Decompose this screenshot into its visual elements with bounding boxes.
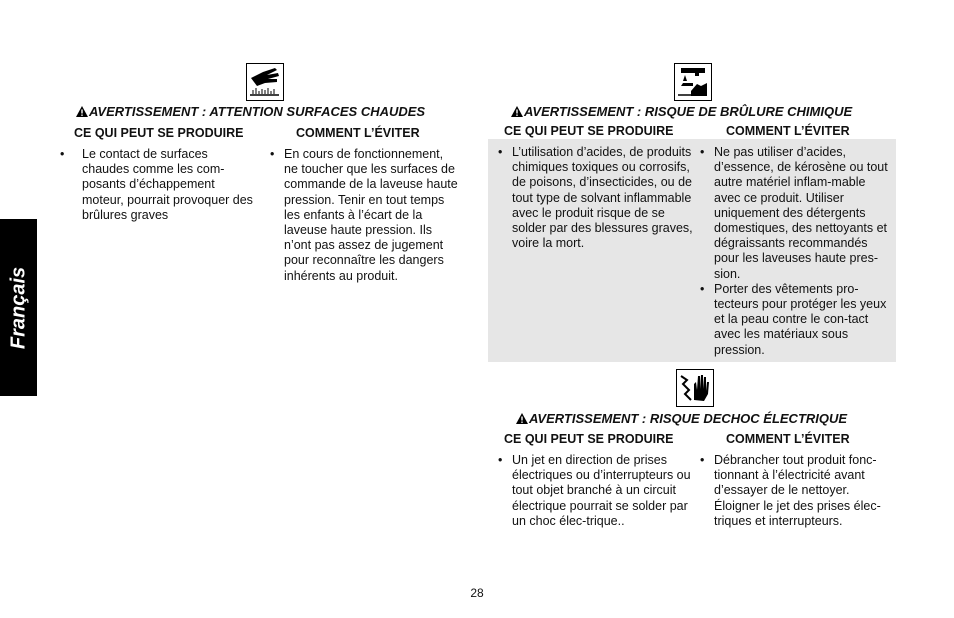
hazard-column [498, 453, 693, 529]
page-number: 28 [470, 586, 484, 600]
col-header-what-can-happen: CE QUI PEUT SE PRODUIRE [504, 432, 674, 446]
chemical-burn-icon [674, 63, 712, 101]
list-item: • Débrancher tout produit fonc-tionnant à l’électricité avant d’essayer de le nettoyer. Éloigner le jet des prises élec-triques et interrupteurs. [700, 453, 895, 529]
hot-surface-icon [246, 63, 284, 101]
col-header-how-to-avoid: COMMENT L’ÉVITER [726, 124, 850, 138]
warning-triangle-icon [76, 106, 88, 117]
hazard-column [498, 145, 693, 251]
language-side-tab [0, 219, 37, 396]
hazard-column [57, 147, 257, 223]
warning-triangle-icon [511, 106, 523, 117]
col-header-what-can-happen: CE QUI PEUT SE PRODUIRE [74, 126, 244, 140]
section-title-chemical-burn: AVERTISSEMENT : RISQUE DE BRÛLURE CHIMIQUE [511, 104, 852, 119]
list-item: • Ne pas utiliser d’acides, d’essence, de kérosène ou tout autre matériel inflam-mable avec ce produit. Utiliser uniquement des détergents domestiques, des nettoyants et dégraissants recommandés pour les laveuses haute pres-sion. [700, 145, 895, 282]
prevention-column [700, 453, 895, 529]
col-header-how-to-avoid: COMMENT L’ÉVITER [296, 126, 420, 140]
section-title-electric-shock: AVERTISSEMENT : RISQUE DECHOC ÉLECTRIQUE [516, 411, 847, 426]
list-item: • Un jet en direction de prises électriques ou d’interrupteurs ou tout objet branché à un circuit électrique pourrait se solder par un choc élec-trique.. [498, 453, 693, 529]
col-header-how-to-avoid: COMMENT L’ÉVITER [726, 432, 850, 446]
prevention-column [270, 147, 460, 284]
section-title-hot-surfaces: AVERTISSEMENT : ATTENTION SURFACES CHAUDES [76, 104, 425, 119]
warning-triangle-icon [516, 413, 528, 424]
language-label: Français [7, 266, 29, 349]
col-header-what-can-happen: CE QUI PEUT SE PRODUIRE [504, 124, 674, 138]
prevention-column [700, 145, 895, 358]
list-item: • Le contact de surfaces chaudes comme les com-posants d’échappement moteur, pourrait provoquer des brûlures graves [57, 147, 257, 223]
list-item: • L’utilisation d’acides, de produits chimiques toxiques ou corrosifs, de poisons, d’insecticides, ou de tout type de solvant inflammable avec le produit risque de se solder par des blessures graves, voire la mort. [498, 145, 693, 251]
list-item: • En cours de fonctionnement, ne toucher que les surfaces de commande de la laveuse haute pression. Tenir en tout temps les enfants à l’écart de la laveuse haute pression. Ils n’ont pas assez de jugement pour reconnaître les dangers inhérents au produit. [270, 147, 460, 284]
list-item: • Porter des vêtements pro-tecteurs pour protéger les yeux et la peau contre le con-tact avec les matériaux sous pression. [700, 282, 895, 358]
electric-shock-icon [676, 369, 714, 407]
